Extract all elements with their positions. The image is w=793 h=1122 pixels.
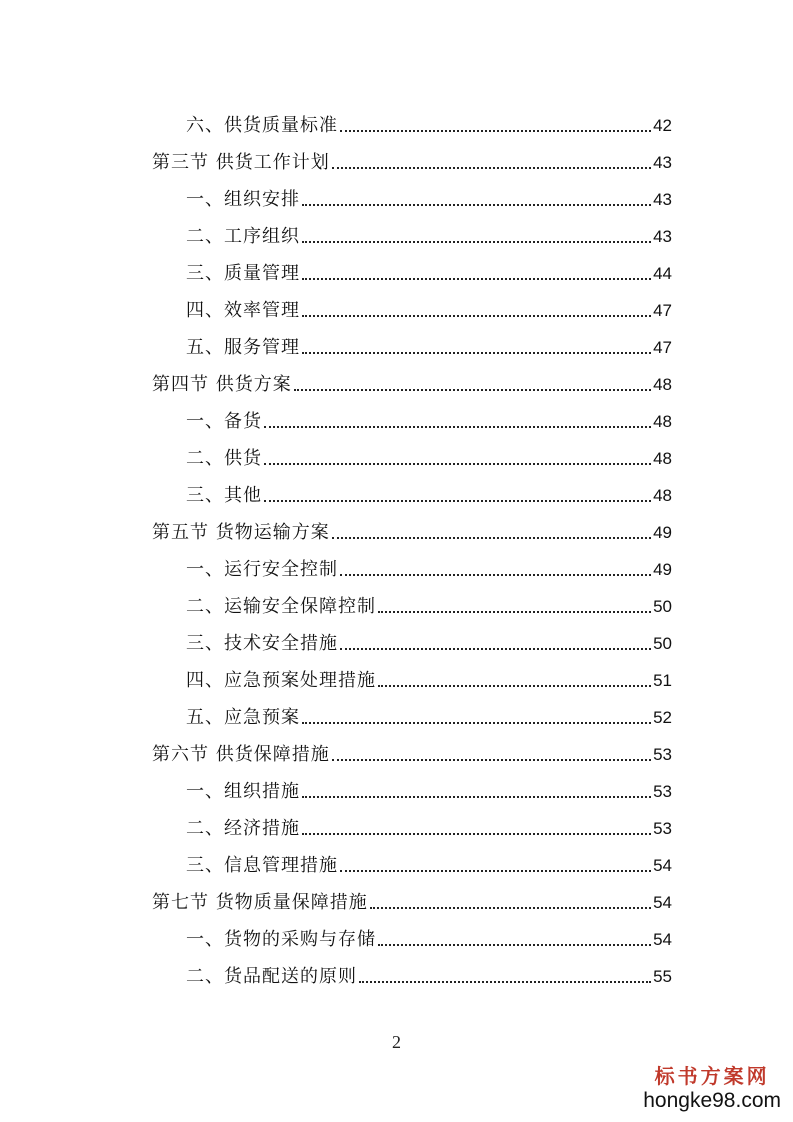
toc-entry[interactable] bbox=[152, 507, 672, 544]
toc-entry-label: 四、应急预案处理措施 bbox=[186, 670, 376, 691]
toc-entry-page: 55 bbox=[653, 967, 672, 986]
toc-entry-page: 54 bbox=[653, 856, 672, 875]
toc-entry-page: 48 bbox=[653, 412, 672, 431]
toc-entry-label: 一、备货 bbox=[186, 411, 262, 432]
toc-entry[interactable] bbox=[152, 729, 672, 766]
toc-entry-label: 五、服务管理 bbox=[186, 337, 300, 358]
toc-entry-label: 二、经济措施 bbox=[186, 818, 300, 839]
toc-entry-label: 二、工序组织 bbox=[186, 226, 300, 247]
toc-entry[interactable] bbox=[186, 766, 672, 803]
watermark-url: hongke98.com bbox=[643, 1089, 781, 1112]
dot-leader bbox=[302, 315, 651, 317]
dot-leader bbox=[332, 537, 651, 539]
dot-leader bbox=[378, 685, 651, 687]
dot-leader bbox=[340, 130, 651, 132]
toc-entry-page: 48 bbox=[653, 486, 672, 505]
toc-entry[interactable] bbox=[186, 433, 672, 470]
toc-entry-page: 50 bbox=[653, 634, 672, 653]
toc-entry-label: 三、信息管理措施 bbox=[186, 855, 338, 876]
toc-entry-page: 54 bbox=[653, 893, 672, 912]
dot-leader bbox=[302, 722, 651, 724]
dot-leader bbox=[302, 204, 651, 206]
toc-entry-label: 一、组织措施 bbox=[186, 781, 300, 802]
toc-entry-label: 一、货物的采购与存储 bbox=[186, 929, 376, 950]
dot-leader bbox=[340, 870, 651, 872]
toc-entry[interactable] bbox=[186, 692, 672, 729]
dot-leader bbox=[378, 611, 651, 613]
toc-entry-label: 二、货品配送的原则 bbox=[186, 966, 357, 987]
toc-entry-page: 43 bbox=[653, 227, 672, 246]
toc-entry-page: 50 bbox=[653, 597, 672, 616]
toc-entry[interactable] bbox=[186, 655, 672, 692]
toc-entry-label: 四、效率管理 bbox=[186, 300, 300, 321]
watermark-logo bbox=[643, 1064, 781, 1114]
toc-entry-page: 42 bbox=[653, 116, 672, 135]
dot-leader bbox=[264, 500, 651, 502]
dot-leader bbox=[378, 944, 651, 946]
dot-leader bbox=[340, 648, 651, 650]
toc-entry-label: 第六节 供货保障措施 bbox=[152, 744, 330, 765]
toc-entry-label: 二、运输安全保障控制 bbox=[186, 596, 376, 617]
toc-entry-label: 第五节 货物运输方案 bbox=[152, 522, 330, 543]
toc-entry[interactable] bbox=[152, 359, 672, 396]
toc-entry-page: 52 bbox=[653, 708, 672, 727]
toc-entry[interactable] bbox=[186, 914, 672, 951]
dot-leader bbox=[294, 389, 651, 391]
dot-leader bbox=[370, 907, 651, 909]
toc-entry[interactable] bbox=[186, 581, 672, 618]
toc-entry[interactable] bbox=[186, 544, 672, 581]
toc-entry[interactable] bbox=[186, 470, 672, 507]
toc-entry[interactable] bbox=[186, 322, 672, 359]
toc-entry[interactable] bbox=[152, 877, 672, 914]
dot-leader bbox=[302, 241, 651, 243]
dot-leader bbox=[264, 463, 651, 465]
toc-entry-page: 53 bbox=[653, 782, 672, 801]
dot-leader bbox=[264, 426, 651, 428]
toc-entry-label: 三、质量管理 bbox=[186, 263, 300, 284]
toc-entry-page: 48 bbox=[653, 375, 672, 394]
toc-entry-label: 三、技术安全措施 bbox=[186, 633, 338, 654]
dot-leader bbox=[302, 796, 651, 798]
dot-leader bbox=[340, 574, 651, 576]
toc-entry-page: 53 bbox=[653, 819, 672, 838]
toc-entry-label: 一、运行安全控制 bbox=[186, 559, 338, 580]
dot-leader bbox=[302, 352, 651, 354]
dot-leader bbox=[332, 759, 651, 761]
toc-entry[interactable] bbox=[186, 285, 672, 322]
toc-entry-page: 47 bbox=[653, 338, 672, 357]
toc-entry[interactable] bbox=[152, 137, 672, 174]
toc-entry[interactable] bbox=[186, 211, 672, 248]
toc-entry-page: 43 bbox=[653, 190, 672, 209]
page-number: 2 bbox=[392, 1032, 401, 1052]
toc-entry[interactable] bbox=[186, 840, 672, 877]
toc-entry-label: 第七节 货物质量保障措施 bbox=[152, 892, 368, 913]
toc-entry-label: 六、供货质量标准 bbox=[186, 115, 338, 136]
toc-entry-page: 44 bbox=[653, 264, 672, 283]
dot-leader bbox=[302, 833, 651, 835]
toc-entry-label: 第三节 供货工作计划 bbox=[152, 152, 330, 173]
toc-entry-label: 一、组织安排 bbox=[186, 189, 300, 210]
toc-entry-label: 第四节 供货方案 bbox=[152, 374, 292, 395]
toc-entry-label: 三、其他 bbox=[186, 485, 262, 506]
dot-leader bbox=[359, 981, 651, 983]
toc-entry-page: 49 bbox=[653, 560, 672, 579]
toc-entry[interactable] bbox=[186, 248, 672, 285]
toc-entry-page: 53 bbox=[653, 745, 672, 764]
toc-entry[interactable] bbox=[186, 100, 672, 137]
toc-entry[interactable] bbox=[186, 618, 672, 655]
toc-entry[interactable] bbox=[186, 951, 672, 988]
toc-entry[interactable] bbox=[186, 174, 672, 211]
toc-entry-page: 51 bbox=[653, 671, 672, 690]
toc-entry-page: 47 bbox=[653, 301, 672, 320]
watermark-title: 标书方案网 bbox=[654, 1064, 770, 1088]
dot-leader bbox=[302, 278, 651, 280]
toc-entry-page: 49 bbox=[653, 523, 672, 542]
toc-entry[interactable] bbox=[186, 803, 672, 840]
toc-entry[interactable] bbox=[186, 396, 672, 433]
dot-leader bbox=[332, 167, 651, 169]
toc-entry-page: 43 bbox=[653, 153, 672, 172]
toc-entry-label: 二、供货 bbox=[186, 448, 262, 469]
toc-entry-page: 48 bbox=[653, 449, 672, 468]
toc-entry-page: 54 bbox=[653, 930, 672, 949]
toc-entry-label: 五、应急预案 bbox=[186, 707, 300, 728]
